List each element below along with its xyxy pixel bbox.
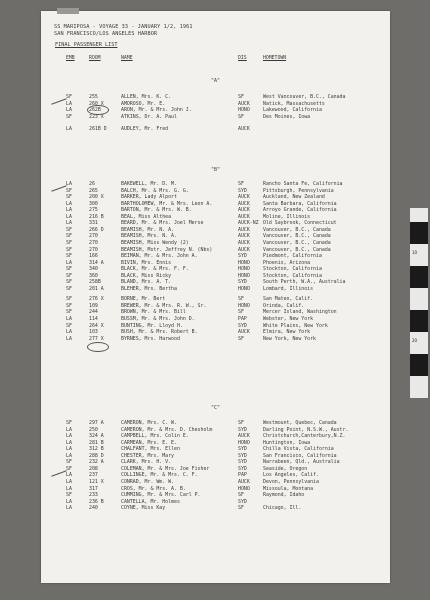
hometown: Christchurch,Canterbury,N.Z.	[263, 433, 346, 440]
hometown: Westmount, Quebec, Canada	[263, 420, 337, 426]
list-title: FINAL PASSENGER LIST	[55, 42, 118, 48]
disembark-port: HONO	[238, 302, 250, 309]
passenger-name: CAMPBELL, Mrs. Colin E.	[121, 433, 189, 440]
embark-port: LA	[66, 426, 72, 433]
disembark-port: SF	[238, 420, 244, 426]
embark-port: SF	[66, 296, 72, 303]
room-number: 277 X	[89, 335, 104, 342]
disembark-port: PAP	[238, 316, 247, 322]
embark-port: LA	[66, 100, 72, 107]
hometown: Phoenix, Arizona	[263, 259, 311, 266]
embark-port: SF	[66, 272, 72, 279]
hometown: Seaside, Oregon	[263, 465, 308, 472]
passenger-name: BLAND, Mrs. A. T.	[121, 279, 172, 286]
embark-port: SF	[66, 94, 72, 100]
room-number: 360	[89, 272, 98, 279]
embark-port: SF	[66, 226, 72, 233]
room-number: 324 A	[89, 433, 104, 440]
passenger-name: BLACK, Miss Ricky	[121, 272, 172, 279]
room-number: 340	[89, 266, 98, 273]
room-number: 114	[89, 316, 98, 322]
embark-port: SF	[66, 246, 72, 253]
hometown: Rancho Santa Fe, California	[263, 181, 343, 187]
room-number: 275	[89, 207, 98, 214]
room-number: 270	[89, 239, 98, 246]
disembark-port: HONO	[238, 266, 250, 273]
hometown: Auckland, New Zealand	[263, 194, 325, 201]
disembark-port: HONO	[238, 439, 250, 446]
embark-port: LA	[66, 107, 72, 113]
embark-port: SF	[66, 285, 72, 292]
hometown: San Mateo, Calif.	[263, 296, 314, 303]
room-number: 237	[89, 472, 98, 479]
passenger-name: CUMMING, Mr. & Mrs. Carl P.	[121, 492, 201, 499]
disembark-port: AUCK	[238, 126, 250, 132]
hometown: Webster, New York	[263, 316, 314, 322]
col-name: NAME	[121, 56, 133, 61]
embark-port: LA	[66, 207, 72, 214]
embark-port: LA	[66, 478, 72, 485]
passenger-name: CHESTER, Mrs. Mary	[121, 452, 174, 459]
passenger-name: ALLEN, Mrs. K. C.	[121, 94, 172, 100]
hometown: Moline, Illinois	[263, 213, 311, 220]
disembark-port: AUCK	[238, 329, 250, 336]
disembark-port: SYD	[238, 253, 247, 260]
passenger-name: BYRNES, Mrs. Harwood	[121, 335, 180, 342]
passenger-name: BORNE, Mr. Bert	[121, 296, 166, 303]
scale-mark: 20	[412, 338, 418, 343]
disembark-port: SF	[238, 309, 244, 316]
passenger-name: ARON, Mr. & Mrs. John J.	[121, 107, 192, 113]
passenger-name: BEAL, Miss Althea	[121, 213, 172, 220]
measurement-scale	[410, 208, 428, 398]
embark-port: SF	[66, 279, 72, 286]
room-number: 270	[89, 233, 98, 240]
embark-port: LA	[66, 126, 72, 132]
hometown: Vancouver, B.C., Canada	[263, 239, 331, 246]
room-number: 200 X	[89, 194, 104, 201]
embark-port: SF	[66, 309, 72, 316]
room-number: 260 X	[89, 100, 104, 107]
passenger-row	[41, 126, 390, 133]
passenger-name: BEARD, Mr. & Mrs. Joel Merse	[121, 220, 204, 227]
col-hometown: HOMETOWN	[263, 56, 287, 61]
hometown: Santa Barbara, California	[263, 200, 337, 207]
embark-port: LA	[66, 335, 72, 342]
hometown: Lombard, Illinois	[263, 285, 314, 292]
embark-port: LA	[66, 213, 72, 220]
passenger-name: BIVIN, Mrs. Ennis	[121, 259, 172, 266]
room-number: 255	[89, 94, 98, 100]
embark-port: LA	[66, 259, 72, 266]
disembark-port: SYD	[238, 446, 247, 453]
disembark-port: AUCK	[238, 207, 250, 214]
route-heading: SAN FRANCISCO/LOS ANGELES HARBOR	[54, 31, 158, 37]
pencil-circle-mark	[87, 342, 109, 352]
hometown: Devon, Pennsylvania	[263, 478, 319, 485]
passenger-name: CAMERON, Mrs. C. W.	[121, 420, 177, 426]
disembark-port: SYD	[238, 187, 247, 194]
room-number: 208	[89, 465, 98, 472]
room-number: 201 A	[89, 285, 104, 292]
room-number: 232 A	[89, 459, 104, 466]
passenger-name: CANTELLA, Mr. Holmes	[121, 498, 180, 505]
disembark-port: SYD	[238, 459, 247, 466]
room-number: 240	[89, 505, 98, 512]
hometown: Des Moines, Iowa	[263, 113, 311, 120]
embark-port: LA	[66, 439, 72, 446]
disembark-port: PAP	[238, 472, 247, 479]
column-headers	[41, 56, 390, 64]
hometown: Pittsburgh, Pennsylvania	[263, 187, 334, 194]
embark-port: SF	[66, 113, 72, 120]
col-emb: EMB	[66, 56, 75, 61]
hometown: Orinda, Calif.	[263, 302, 305, 309]
embark-port: LA	[66, 498, 72, 505]
disembark-port: HONO	[238, 107, 250, 113]
hometown: Old Saybrook, Connecticut	[263, 220, 337, 227]
passenger-name: BARTON, Mr. & Mrs. W. B.	[121, 207, 192, 214]
hometown: Elmira, New York	[263, 329, 311, 336]
disembark-port: HONO	[238, 272, 250, 279]
disembark-port: SF	[238, 505, 244, 512]
disembark-port: SF	[238, 181, 244, 187]
passenger-name: AMOROSO, Mr. E.	[121, 100, 166, 107]
passenger-name: BARTHOLOMEW, Mr. & Mrs. Leon A.	[121, 200, 213, 207]
room-number: 250	[89, 426, 98, 433]
hometown: Missoula, Montana	[263, 485, 314, 492]
embark-port: LA	[66, 329, 72, 336]
embark-port: SF	[66, 253, 72, 260]
hometown: Natick, Massachusetts	[263, 100, 325, 107]
embark-port: SF	[66, 322, 72, 329]
disembark-port: SYD	[238, 322, 247, 329]
disembark-port: SYD	[238, 498, 247, 505]
embark-port: SF	[66, 492, 72, 499]
room-number: 331	[89, 220, 98, 227]
passenger-name: BUSH, Mr. & Mrs. Robert B.	[121, 329, 198, 336]
embark-port: SF	[66, 194, 72, 201]
disembark-port: AUCK-NZ	[238, 220, 259, 227]
scale-mark: 10	[412, 250, 418, 255]
disembark-port: AUCK	[238, 100, 250, 107]
disembark-port: AUCK	[238, 213, 250, 220]
passenger-name: BUSSM, Mr. & Mrs. John D.	[121, 316, 195, 322]
disembark-port: AUCK	[238, 478, 250, 485]
disembark-port: HONO	[238, 259, 250, 266]
embark-port: LA	[66, 505, 72, 512]
room-number: 266 D	[89, 226, 104, 233]
passenger-name: BEIMAN, Mr. & Mrs. John A.	[121, 253, 198, 260]
passenger-name: BLEHER, Mrs. Bertha	[121, 285, 177, 292]
hometown: Chicago, Ill.	[263, 505, 302, 512]
disembark-port: SF	[238, 94, 244, 100]
room-number: 258B	[89, 279, 101, 286]
room-number: 265	[89, 187, 98, 194]
passenger-name: COLLINGE, Mr. & Mrs. C. F.	[121, 472, 198, 479]
room-number: 26	[89, 181, 95, 187]
hometown: San Francisco, California	[263, 452, 337, 459]
section-c-heading: "C"	[210, 405, 221, 411]
room-number: 244	[89, 309, 98, 316]
passenger-name: BEAMISH, Mr. N. A.	[121, 226, 174, 233]
hometown: Mercer Island, Washington	[263, 309, 337, 316]
embark-port: SF	[66, 239, 72, 246]
room-number: 262B	[89, 107, 101, 113]
room-number: 223 X	[89, 113, 104, 120]
embark-port: LA	[66, 220, 72, 227]
hometown: Stockton, California	[263, 272, 322, 279]
hometown: Narrabeen, Qld., Australia	[263, 459, 340, 466]
hometown: Piedmont, California	[263, 253, 322, 260]
disembark-port: SYD	[238, 279, 247, 286]
disembark-port: SYD	[238, 426, 247, 433]
hometown: West Vancouver, B.C., Canada	[263, 94, 346, 100]
col-room: ROOM	[89, 56, 101, 61]
hometown: Los Angeles, Calif.	[263, 472, 319, 479]
embark-port: LA	[66, 485, 72, 492]
disembark-port: AUCK	[238, 194, 250, 201]
room-number: 297 A	[89, 420, 104, 426]
embark-port: LA	[66, 200, 72, 207]
passenger-name: BEAMISH, Miss Wendy (2)	[121, 239, 189, 246]
hometown: South Perth, W.A., Australia	[263, 279, 346, 286]
room-number: 270	[89, 246, 98, 253]
hometown: Vancouver, B.C., Canada	[263, 226, 331, 233]
passenger-name: CARMEAN, Mrs. E. E.	[121, 439, 177, 446]
embark-port: SF	[66, 465, 72, 472]
embark-port: SF	[66, 302, 72, 309]
embark-port: LA	[66, 181, 72, 187]
passenger-name: BROWN, Mr. & Mrs. Bill	[121, 309, 186, 316]
passenger-name: BALCH, Mr. & Mrs. G. G.	[121, 187, 189, 194]
hometown: Stockton, California	[263, 266, 322, 273]
passenger-name: CLARK, Mrs. H. V.	[121, 459, 172, 466]
passenger-name: CROS, Mr. & Mrs. A. B.	[121, 485, 186, 492]
embark-port: SF	[66, 459, 72, 466]
room-number: 317	[89, 485, 98, 492]
hometown: Vancouver, B.C., Canada	[263, 233, 331, 240]
passenger-row	[41, 286, 390, 293]
passenger-name: BAKEWELL, Mr. D. M.	[121, 181, 177, 187]
room-number: 312 B	[89, 446, 104, 453]
room-number: 300	[89, 200, 98, 207]
hometown: Huntington, Iowa	[263, 439, 311, 446]
disembark-port: SYD	[238, 465, 247, 472]
hometown: Vancouver, B.C., Canada	[263, 246, 331, 253]
room-number: 264 X	[89, 322, 104, 329]
disembark-port: AUCK	[238, 433, 250, 440]
room-number: 109	[89, 302, 98, 309]
passenger-list-page	[41, 11, 390, 583]
embark-port: LA	[66, 472, 72, 479]
room-number: 236 B	[89, 498, 104, 505]
disembark-port: AUCK	[238, 246, 250, 253]
disembark-port: SYD	[238, 452, 247, 459]
passenger-name: BUNTING, Mr. Lloyd H.	[121, 322, 183, 329]
passenger-name: COLEMAN, Mr. & Mrs. Joe Fisher	[121, 465, 210, 472]
disembark-port: AUCK	[238, 239, 250, 246]
pencil-circle-mark	[87, 105, 109, 115]
embark-port: SF	[66, 187, 72, 194]
room-number: 166	[89, 253, 98, 260]
disembark-port: SF	[238, 492, 244, 499]
passenger-name: BEAMISH, Mrs. N. A.	[121, 233, 177, 240]
disembark-port: AUCK	[238, 226, 250, 233]
voyage-heading: SS MARIPOSA - VOYAGE 33 - JANUARY 1/2, 1961	[54, 24, 193, 30]
embark-port: SF	[66, 266, 72, 273]
hometown: New York, New York	[263, 335, 316, 342]
disembark-port: HONO	[238, 285, 250, 292]
embark-port: SF	[66, 233, 72, 240]
room-number: 216 B	[89, 213, 104, 220]
embark-port: LA	[66, 452, 72, 459]
passenger-name: CHALFANT, Mrs. Ellen	[121, 446, 180, 453]
embark-port: LA	[66, 446, 72, 453]
disembark-port: HONO	[238, 485, 250, 492]
passenger-name: BARKER, Lady Alport	[121, 194, 177, 201]
hometown: Raymond, Idaho	[263, 492, 305, 499]
disembark-port: SF	[238, 113, 244, 120]
disembark-port: AUCK	[238, 200, 250, 207]
passenger-row	[41, 505, 390, 512]
room-number: 314 A	[89, 259, 104, 266]
disembark-port: SF	[238, 335, 244, 342]
hometown: Lakewood, California	[263, 107, 322, 113]
hometown: Darling Point, N.S.W., Austr.	[263, 426, 349, 433]
room-number: 121 X	[89, 478, 104, 485]
room-number: 233	[89, 492, 98, 499]
section-a-heading: "A"	[210, 78, 221, 84]
embark-port: LA	[66, 433, 72, 440]
embark-port: SF	[66, 420, 72, 426]
room-number: 281 B	[89, 439, 104, 446]
room-number: 261B D	[89, 126, 107, 132]
passenger-name: CAMERON, Mr. & Mrs. D. Chesholm	[121, 426, 213, 433]
passenger-name: CONRAD, Mr. Wm. W.	[121, 478, 174, 485]
paper-clip-mark	[57, 8, 79, 14]
passenger-name: BLACK, Mr. & Mrs. F. F.	[121, 266, 189, 273]
passenger-name: BREWER, Mr. & Mrs. R. W., Sr.	[121, 302, 207, 309]
passenger-name: AUDLEY, Mr. Fred	[121, 126, 169, 132]
hometown: Chilla Vista, California	[263, 446, 334, 453]
embark-port: LA	[66, 316, 72, 322]
hometown: White Plains, New York	[263, 322, 328, 329]
passenger-name: BEAMISH, Mstr. Jeffrey N. (Nbs)	[121, 246, 213, 253]
disembark-port: SF	[238, 296, 244, 303]
disembark-port: AUCK	[238, 233, 250, 240]
passenger-name: ATKINS, Dr. A. Paul	[121, 113, 177, 120]
room-number: 103	[89, 329, 98, 336]
passenger-name: COYNE, Miss Kay	[121, 505, 166, 512]
section-b-heading: "B"	[210, 167, 221, 173]
hometown: Arroyo Grande, California	[263, 207, 337, 214]
room-number: 276 X	[89, 296, 104, 303]
room-number: 288 D	[89, 452, 104, 459]
col-dis: DIS	[238, 56, 247, 61]
